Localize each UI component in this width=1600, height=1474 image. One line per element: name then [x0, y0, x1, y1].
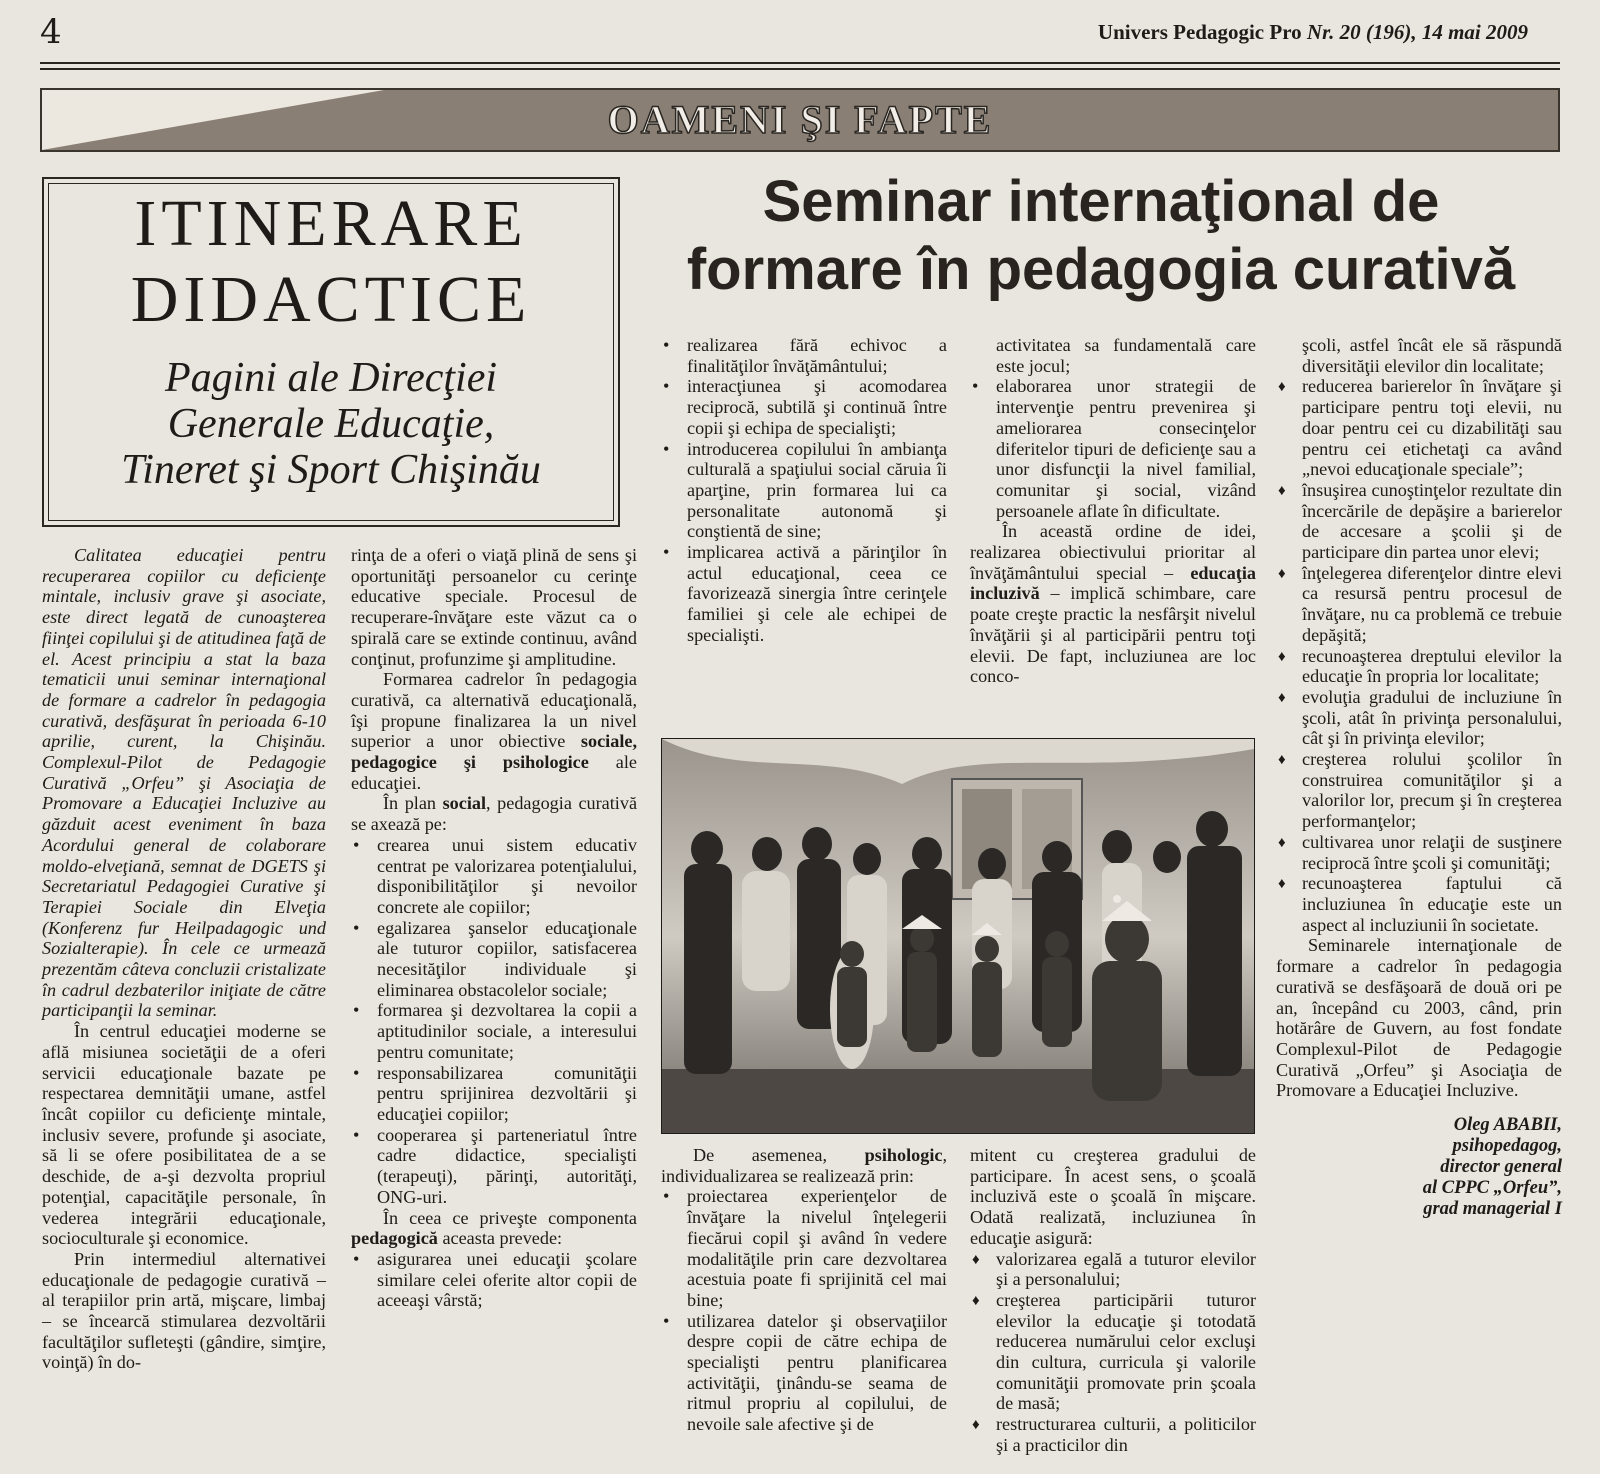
author-role-4: grad managerial I [1423, 1199, 1562, 1220]
column-4-bottom [970, 1145, 1256, 1456]
list-item: ♦ recunoaşterea dreptului elevilor la educaţie în propria lor localitate; [1302, 646, 1562, 687]
list-item: ♦ cultivarea unor relaţii de susţinere reciprocă între şcoli şi comunităţi; [1302, 832, 1562, 873]
list-item: ♦ reducerea barierelor în învăţare şi participare pentru toţi elevii, nu doar pentru cei cu dizabilităţi sau pentru cei etichetaţi ca având „nevoi educaţionale speciale”; [1302, 376, 1562, 480]
col1-paragraph-2: Prin intermediul alternativei educaţionale de pedagogie curativă – al terapiilor prin artă, mişcare, limbaj – se încearcă stimularea dezvoltării facultăţilor sufleteşti (gândire, simţire, voinţă) în do- [42, 1248, 326, 1373]
column-2 [351, 545, 637, 1311]
social-list [351, 835, 637, 1208]
group-photo [661, 738, 1255, 1134]
issue-info: Nr. 20 (196), 14 mai 2009 [1306, 20, 1528, 44]
list-item: • responsabilizarea comunităţii pentru sprijinirea dezvoltării şi educaţiei copiilor; [377, 1063, 637, 1125]
publication-name: Univers Pedagogic Pro [1097, 20, 1302, 44]
author-signature [1276, 1115, 1562, 1220]
col4-paragraph-2: mitent cu creşterea gradului de participare. În acest sens, o şcoală incluzivă este o şcoală în mişcare. Odată realizată, incluziunea în educaţie asigură: [970, 1145, 1256, 1248]
col4-paragraph-1 [970, 521, 1256, 687]
headline-line2: formare în pedagogia curativă [686, 237, 1516, 302]
list-item: • elaborarea unor strategii de intervenţie pentru prevenirea şi ameliorarea consecinţelor diferitelor tipuri de deficienţe sau a unor disfuncţii la nivel familial, comunitar şi social, vizând persoanele aflate în dificultate. [996, 376, 1256, 521]
col2-paragraph-3 [351, 793, 637, 834]
list-item: • cooperarea şi parteneriatul între cadre didactice, specialişti (terapeuţi), părinţi, autorităţi, ONG-uri. [377, 1125, 637, 1208]
col1-paragraph-1: În centrul educaţiei moderne se află misiunea societăţii de a oferi servicii educaţionale bazate pe respectarea demnităţii umane, astfel încât copiilor cu deficienţe mintale, inclusiv severe, profunde şi asociate, să li se ofere posibilitatea de a se deschide, de a-şi dezvolta propriul potenţial, capacităţile personale, în vederea integrării educaţionale, socioculturale şi economice. [42, 1021, 326, 1249]
list-item: • implicarea activă a părinţilor în actul educaţional, ceea ce favorizează sinergia între cerinţele familiei şi cele ale echipei de specialişti. [687, 542, 947, 646]
inclusion-list-continued [1276, 376, 1562, 935]
pedagogic-list [351, 1249, 637, 1311]
rubric-title-line1: ITINERARE [134, 187, 528, 260]
col2-p2-end: ale educaţiei. [351, 752, 637, 793]
section-banner [40, 88, 1560, 152]
group-photo-image [662, 739, 1254, 1133]
list-item: • realizarea fără echivoc a finalităţilor învăţământului; [687, 335, 947, 376]
list-item: ♦ creşterea rolului şcolilor în construirea comunităţilor şi a valorilor lor, precum şi în creşterea performanţelor; [1302, 749, 1562, 832]
rubric-subtitle [44, 355, 618, 493]
col4-list-1 [970, 376, 1256, 521]
column-5 [1276, 335, 1562, 1220]
list-item: • proiectarea experienţelor de învăţare la nivelul înţelegerii fiecărui copil şi având în vedere modalităţile prin care dezvoltarea acestuia poate fi sprijinită cel mai bine; [687, 1186, 947, 1310]
intro-paragraph: Calitatea educaţiei pentru recuperarea copiilor cu deficienţe mintale, inclusiv grave şi asociate, este direct legată de cunoaşterea fiinţei copilului şi de atitudinea faţă de el. Acest principiu a stat la baza tematicii unui seminar internaţional de formare a cadrelor în pedagogia curativă, desfăşurat în perioada 6-10 aprilie, curent, la Chişinău. Complexul-Pilot de Pedagogie Curativă „Orfeu” şi Asociaţia de Promovare a Educaţiei Incluzive au găzduit acest eveniment în baza Acordului general de colaborare moldo-elveţiană, semnat de DGETS şi Secretariatul Pedagogiei Curative şi Terapiei Sociale din Elveţia (Konferenz fur Heilpadagogic und Sozialterapie). În cele ce urmează prezentăm câteva concluzii cristalizate în cadrul dezbaterilor iniţiate de către participanţii la seminar. [42, 545, 326, 1021]
headline-line1: Seminar internaţional de [762, 169, 1440, 234]
col2-paragraph-2 [351, 669, 637, 793]
list-item: • asigurarea unei educaţii şcolare similare celei oferite altor copii de aceeaşi vârstă; [377, 1249, 637, 1311]
col2-p3-end: , pedagogia curativă se axează pe: [351, 793, 638, 835]
author-role-2: director general [1440, 1157, 1562, 1178]
page-number: 4 [40, 12, 62, 52]
rubric-subtitle-line1: Pagini ale Direcţiei [164, 355, 498, 401]
article-headline [636, 168, 1566, 304]
rubric-subtitle-line3: Tineret şi Sport Chişinău [121, 447, 541, 493]
col2-p4-text: În ceea ce priveşte componenta [383, 1207, 637, 1228]
list-item: ♦ creşterea participării tuturor elevilor la educaţie şi totodată reducerea numărului celor excluşi din cultura, curricula şi valorile comunităţii promovate prin şcoala de masă; [996, 1290, 1256, 1414]
header-rule-bottom [40, 68, 1560, 70]
col2-p4-bold: pedagogică [351, 1228, 438, 1249]
list-item: ♦ înţelegerea diferenţelor dintre elevi ca resursă pentru procesul de învăţare, nu ca problemă ce trebuie depăşită; [1302, 563, 1562, 646]
col3-paragraph-1 [661, 1145, 947, 1186]
list-item: • interacţiunea şi acomodarea reciprocă, subtilă şi continuă între copii şi echipa de specialişti; [687, 376, 947, 438]
column-1 [42, 545, 326, 1373]
rubric-box [42, 177, 620, 527]
col2-paragraph-4 [351, 1208, 637, 1249]
pedagogic-list-continued [661, 335, 947, 646]
col2-p3-text: În plan [383, 793, 437, 814]
section-title: OAMENI ŞI FAPTE [607, 97, 993, 142]
list-item: • utilizarea datelor şi observaţiilor despre copii de către echipa de specialişti pentru planificarea activităţii, ţinându-se seama de ritmul propriu al copilului, de nevoile sale afective şi de [687, 1311, 947, 1435]
col3-p1-bold: psihologic [864, 1145, 943, 1165]
list-item: • formarea şi dezvoltarea la copii a aptitudinilor sociale, a interesului pentru comunitate; [377, 1000, 637, 1062]
col4-p1-bold: educaţia incluzivă [970, 562, 1257, 604]
list-item: ♦ însuşirea cunoştinţelor rezultate din încercările de depăşire a barierelor de accesare a şcolii şi de participare din partea unor elevi; [1302, 480, 1562, 563]
col2-p2-text: Formarea cadrelor în pedagogia curativă, ca alternativă educaţională, îşi propune finalizarea la un nivel superior a unor obiective [351, 669, 637, 752]
col2-p3-bold: social [442, 793, 487, 814]
col3-p1-text: De asemenea, [693, 1145, 828, 1165]
list-item: • introducerea copilului în ambianţa culturală a spaţiului social căruia îi aparţine, prin formarea lui ca personalitate autonomă şi conştientă de sine; [687, 439, 947, 543]
author-name: Oleg ABABII, [1453, 1115, 1562, 1136]
psychologic-list [661, 1186, 947, 1434]
col2-p2-bold: sociale, pedagogice şi psihologice [351, 731, 637, 773]
closing-paragraph: Seminarele internaţionale de formare a cadrelor în pedagogia curativă se desfăşoară de două ori pe an, începând cu 2003, când, prin hotărâre de Guvern, au fost fondate Complexul-Pilot de Pedagogie Curativă „Orfeu” şi Asociaţia de Promovare a Educaţiei Incluzive. [1276, 935, 1562, 1101]
list-item: • egalizarea şanselor educaţionale ale tuturor copiilor, satisfacerea necesităţilor individuale şi eliminarea obstacolelor sociale; [377, 918, 637, 1001]
header-rule-top [40, 62, 1560, 64]
column-4-top [970, 335, 1256, 687]
rubric-title-line2: DIDACTICE [130, 263, 532, 336]
list-item: ♦ restructurarea culturii, a politicilor şi a practicilor din [996, 1414, 1256, 1455]
column-3-top [661, 335, 947, 646]
list-item: ♦ evoluţia gradului de incluziune în şcoli, atât în privinţa personalului, cât şi în privinţa elevilor; [1302, 687, 1562, 749]
list-item: • crearea unui sistem educativ centrat pe valorizarea potenţialului, disponibilităţilor şi nevoilor concrete ale copiilor; [377, 835, 637, 918]
list-item: ♦ valorizarea egală a tuturor elevilor şi a personalului; [996, 1249, 1256, 1290]
col3-p1-end: , individualizarea se realizează prin: [661, 1145, 947, 1186]
col5-top-text: şcoli, astfel încât ele să răspundă diversităţii elevilor din localitate; [1302, 335, 1562, 376]
col4-p1-text: În această ordine de idei, realizarea obiectivului prioritar al învăţământului special – [970, 521, 1256, 583]
column-3-bottom [661, 1145, 947, 1435]
running-header [1098, 20, 1528, 45]
list-item: ♦ recunoaşterea faptului că incluziunea în educaţie este un aspect al incluziunii în societate. [1302, 873, 1562, 935]
author-role-1: psihopedagog, [1452, 1136, 1562, 1157]
col4-top-text: activitatea sa fundamentală care este jocul; [996, 335, 1256, 376]
col2-paragraph-1: rinţa de a oferi o viaţă plină de sens şi oportunităţi persoanelor cu cerinţe educative speciale. Procesul de recuperare-învăţare este văzut ca o spirală care se extinde continuu, având conţinut, profunzime şi amplitudine. [351, 545, 637, 669]
inclusion-list [970, 1249, 1256, 1456]
rubric-subtitle-line2: Generale Educaţie, [167, 401, 495, 447]
col4-p1-end: – implică schimbare, care poate creşte practic la nesfârşit nivelul învăţării şi al participării pentru toţi elevii. De fapt, incluziunea are loc conco- [970, 583, 1256, 687]
author-role-3: al CPPC „Orfeu”, [1422, 1178, 1562, 1199]
col2-p4-end: aceasta prevede: [442, 1228, 563, 1249]
